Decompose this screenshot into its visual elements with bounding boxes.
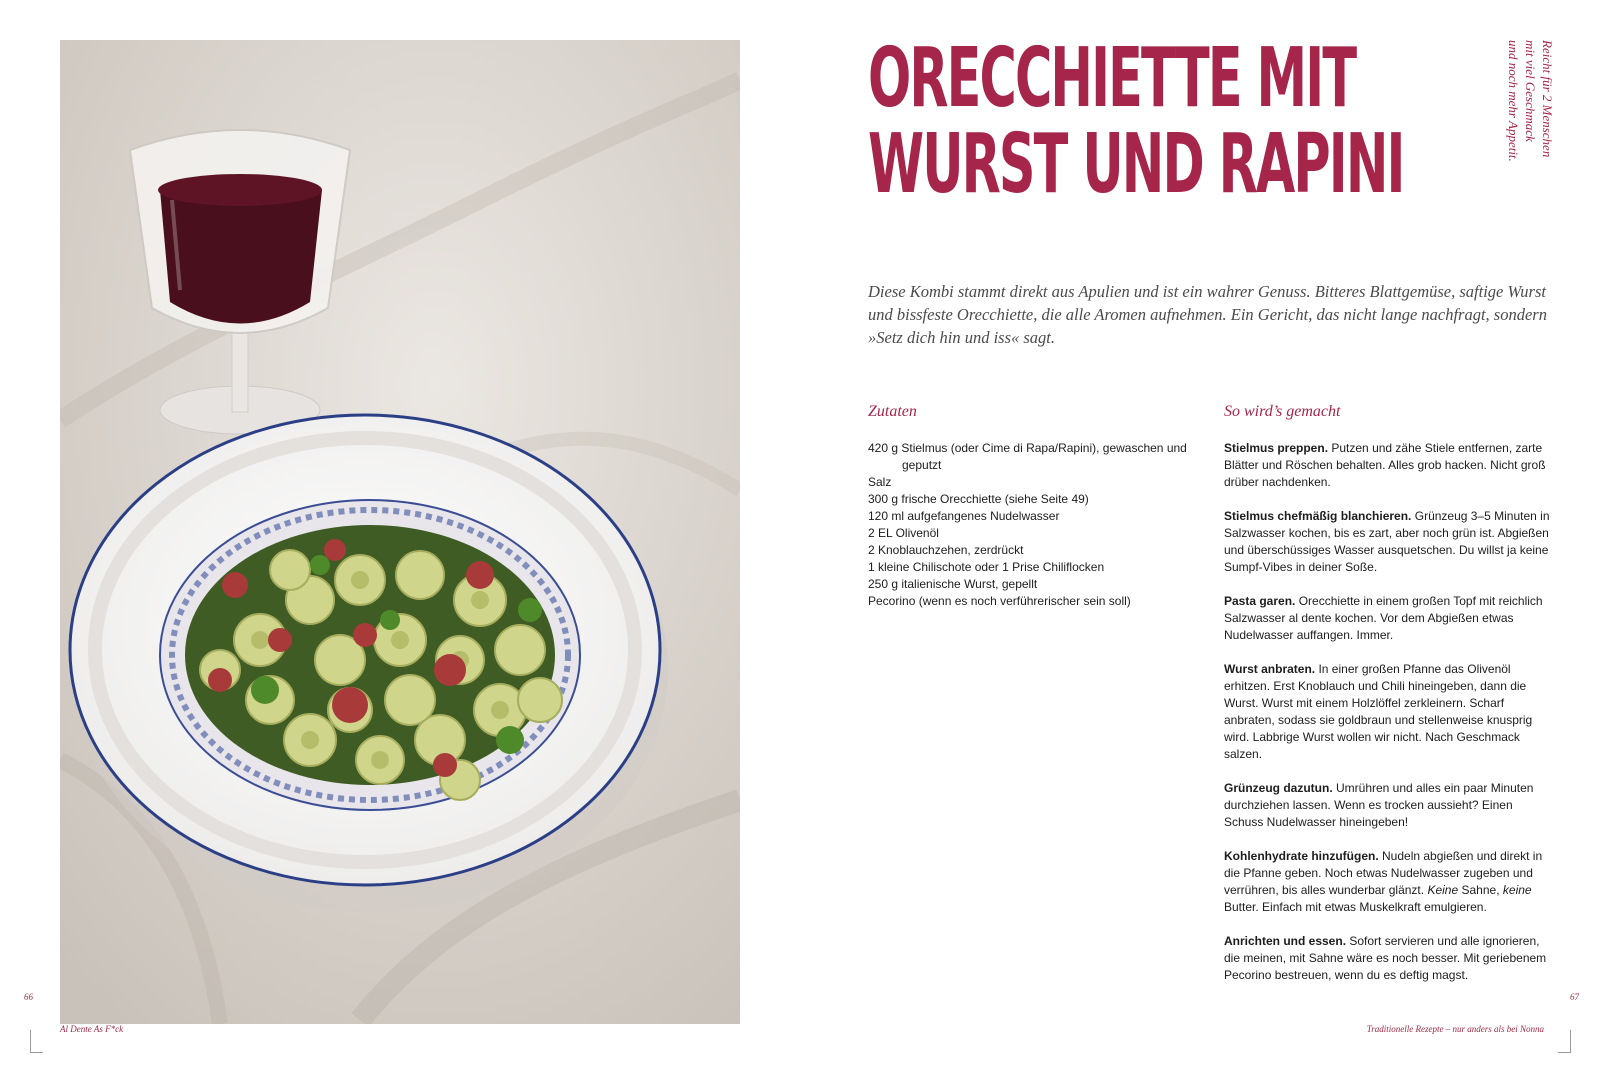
step-text: Butter. Einfach mit etwas Muskelkraft emulgieren. bbox=[1224, 900, 1487, 914]
method-heading: So wird’s gemacht bbox=[1224, 403, 1341, 420]
step-title: Stielmus preppen. bbox=[1224, 441, 1329, 455]
ingredient-item: Pecorino (wenn es noch verführerischer sein soll) bbox=[868, 594, 1131, 608]
step-title: Stielmus chefmäßig blanchieren. bbox=[1224, 509, 1412, 523]
method-step bbox=[1224, 661, 1550, 763]
ingredient-item: 120 ml aufgefangenes Nudelwasser bbox=[868, 509, 1060, 523]
crop-mark-right bbox=[1558, 1030, 1571, 1053]
method-step bbox=[1224, 440, 1550, 491]
step-emphasis: keine bbox=[1502, 883, 1532, 897]
method-step bbox=[1224, 508, 1550, 576]
step-text: Nudeln abgießen und direkt in die Pfanne geben. Noch etwas Nudelwasser zugeben und verrühren, bis alles wunderbar glänzt. bbox=[1224, 849, 1543, 897]
step-text: Orecchiette in einem großen Topf mit reichlich Salzwasser al dente kochen. Vor dem Abgießen etwas Nudelwasser auffangen. Immer. bbox=[1224, 594, 1543, 642]
page-number-right: 67 bbox=[1570, 992, 1579, 1002]
ingredient-item: 2 Knoblauchzehen, zerdrückt bbox=[868, 543, 1024, 557]
step-emphasis: Keine bbox=[1427, 883, 1459, 897]
step-text: Umrühren und alles ein paar Minuten durchziehen lassen. Wenn es trocken aussieht? Einen Schuss Nudelwasser hineingeben! bbox=[1224, 781, 1534, 829]
step-text: Putzen und zähe Stiele entfernen, zarte Blätter und Röschen behalten. Alles grob hacken. Nicht groß drüber nachdenken. bbox=[1224, 441, 1546, 489]
step-title: Grünzeug dazutun. bbox=[1224, 781, 1333, 795]
photo-illustration bbox=[60, 40, 740, 1024]
ingredient-item: 250 g italienische Wurst, gepellt bbox=[868, 577, 1038, 591]
recipe-intro: Diese Kombi stammt direkt aus Apulien und ist ein wahrer Genuss. Bitteres Blattgemüse, saftige Wurst und bissfeste Orecchiette, die alle Aromen aufnehmen. Ein Gericht, das nicht lange nachfragt, sondern »Setz dich hin und iss« sagt. bbox=[868, 282, 1547, 347]
servings-note-line-2: mit viel Geschmack bbox=[1523, 40, 1538, 142]
footer-chapter-title: Traditionelle Rezepte – nur anders als bei Nonna bbox=[1366, 1024, 1544, 1034]
servings-note-line-3: und noch mehr Appetit. bbox=[1506, 40, 1521, 162]
method-steps bbox=[1224, 440, 1550, 1001]
ingredients-heading: Zutaten bbox=[868, 403, 917, 420]
crop-mark-left bbox=[30, 1030, 43, 1053]
step-title: Anrichten und essen. bbox=[1224, 934, 1347, 948]
step-title: Kohlenhydrate hinzufügen. bbox=[1224, 849, 1379, 863]
method-step bbox=[1224, 848, 1550, 916]
ingredient-item: 2 EL Olivenöl bbox=[868, 526, 939, 540]
step-title: Pasta garen. bbox=[1224, 594, 1296, 608]
step-text: Sofort servieren und alle ignorieren, die meinen, mit Sahne wäre es noch besser. Mit geriebenem Pecorino bestreuen, wenn du es deftig magst. bbox=[1224, 934, 1547, 982]
step-text: In einer großen Pfanne das Olivenöl erhitzen. Erst Knoblauch und Chili hineingeben, dann die Wurst. Wurst mit einem Holzlöffel zerkleinern. Scharf anbraten, sodass sie goldbraun und stellenweise knusprig wird. Labbrige Wurst wollen wir nicht. Nach Geschmack salzen. bbox=[1224, 662, 1533, 761]
method-step bbox=[1224, 780, 1550, 831]
ingredient-item: 300 g frische Orecchiette (siehe Seite 49) bbox=[868, 492, 1089, 506]
ingredient-item: 420 g Stielmus (oder Cime di Rapa/Rapini), gewaschen und geputzt bbox=[868, 441, 1187, 472]
step-text: Grünzeug 3–5 Minuten in Salzwasser kochen, bis es zart, aber noch grün ist. Abgießen und überschüssiges Wasser ausquetschen. Du willst ja keine Sumpf-Vibes in deiner Soße. bbox=[1224, 509, 1550, 574]
method-step bbox=[1224, 933, 1550, 984]
recipe-photo bbox=[60, 40, 740, 1024]
recipe-title-line-2: WURST UND RAPINI bbox=[868, 117, 1404, 212]
page-number-left: 66 bbox=[24, 992, 33, 1002]
step-title: Wurst anbraten. bbox=[1224, 662, 1316, 676]
recipe-title-line-1: ORECCHIETTE MIT bbox=[868, 31, 1356, 126]
recipe-title bbox=[868, 31, 1404, 212]
servings-note-line-1: Reicht für 2 Menschen bbox=[1540, 40, 1555, 158]
servings-note bbox=[1505, 40, 1556, 162]
step-text: Sahne, bbox=[1461, 883, 1500, 897]
ingredients-list bbox=[868, 440, 1188, 610]
method-step bbox=[1224, 593, 1550, 644]
ingredient-item: 1 kleine Chilischote oder 1 Prise Chiliflocken bbox=[868, 560, 1105, 574]
footer-book-title: Al Dente As F*ck bbox=[60, 1024, 124, 1034]
ingredient-item: Salz bbox=[868, 475, 892, 489]
